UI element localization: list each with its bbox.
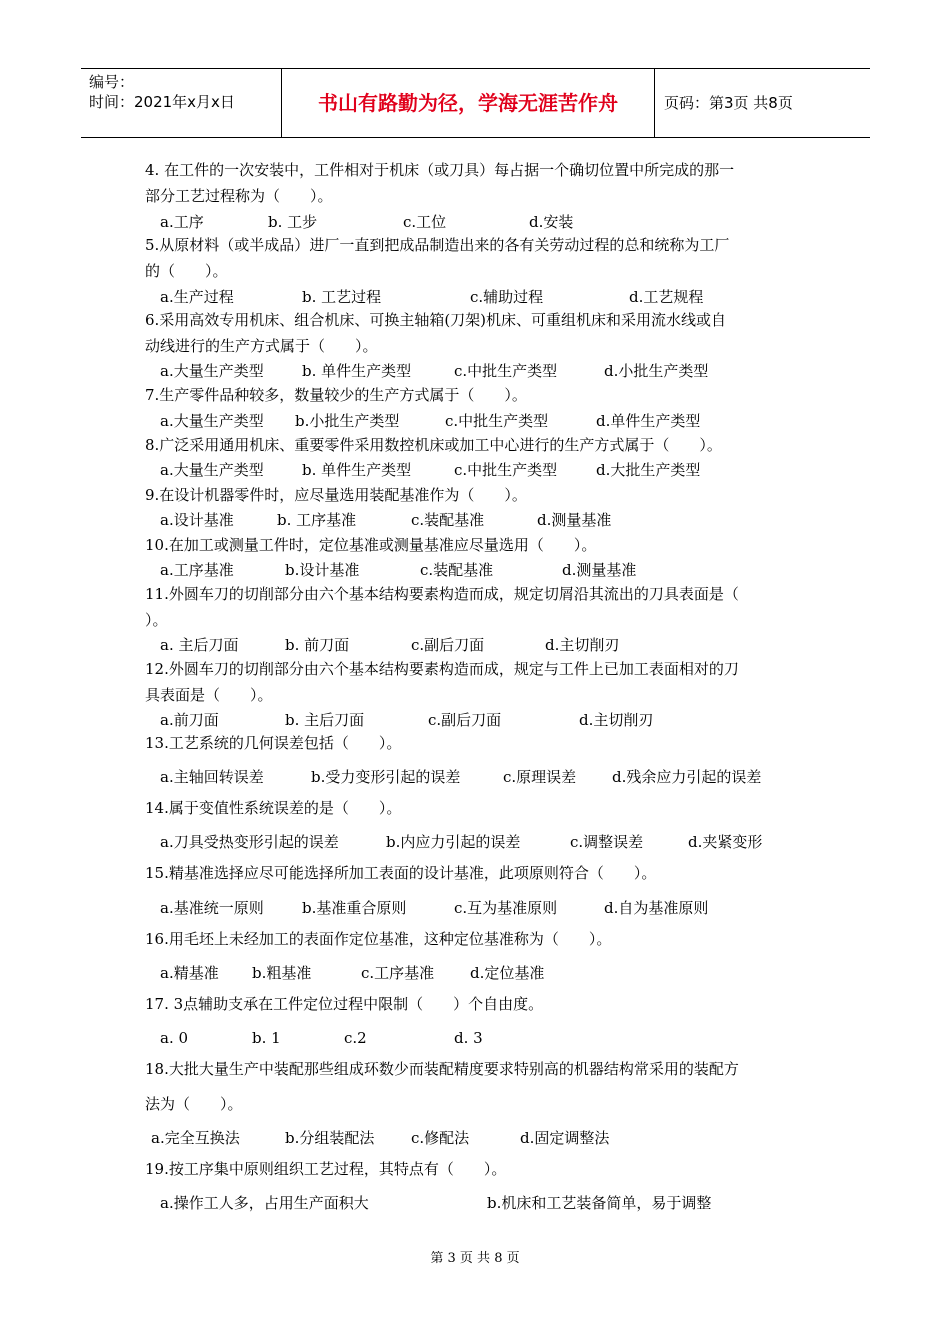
answer-option: d. 3 [454,1029,483,1047]
question-text: 的（ ）。 [145,262,228,280]
answer-option: a.大量生产类型 [160,362,264,380]
question-text: 17. 3点辅助支承在工件定位过程中限制（ ）个自由度。 [145,995,544,1013]
question-text: 法为（ ）。 [145,1095,243,1113]
answer-option: a. 主后刀面 [160,636,239,654]
question-text: 10.在加工或测量工件时，定位基准或测量基准应尽量选用（ ）。 [145,536,597,554]
answer-option: b.粗基准 [252,964,312,982]
header-meta [81,69,281,137]
answer-option: d.测量基准 [537,511,612,529]
question-text: 7.生产零件品种较多，数量较少的生产方式属于（ ）。 [145,386,527,404]
answer-option: a.精基准 [160,964,219,982]
answer-option: b.机床和工艺装备简单，易于调整 [487,1194,712,1212]
answer-option: b.受力变形引起的误差 [311,768,461,786]
answer-option: b.分组装配法 [285,1129,375,1147]
header-motto: 书山有路勤为径，学海无涯苦作舟 [318,91,618,115]
answer-option: c.装配基准 [420,561,494,579]
answer-option: d.固定调整法 [520,1129,610,1147]
question-text: 13.工艺系统的几何误差包括（ ）。 [145,734,402,752]
answer-option: d.小批生产类型 [604,362,709,380]
answer-option: c.原理误差 [503,768,577,786]
answer-option: a.基准统一原则 [160,899,264,917]
question-text: 6.采用高效专用机床、组合机床、可换主轴箱(刀架)机床、可重组机床和采用流水线或自 [145,311,727,329]
answer-option: a.刀具受热变形引起的误差 [160,833,339,851]
header-page-info: 页码：第3页 共8页 [664,94,793,112]
answer-option: c.装配基准 [411,511,485,529]
answer-option: d.安装 [529,213,574,231]
question-text: 部分工艺过程称为（ ）。 [145,187,333,205]
answer-option: b. 工步 [268,213,318,231]
answer-option: c.中批生产类型 [445,412,549,430]
answer-option: a.大量生产类型 [160,461,264,479]
question-text: 5.从原材料（或半成品）进厂一直到把成品制造出来的各有关劳动过程的总和统称为工厂 [145,236,730,254]
question-text: 12.外圆车刀的切削部分由六个基本结构要素构造而成，规定与工件上已加工表面相对的刀 [145,660,739,678]
answer-option: c.2 [344,1029,367,1047]
answer-option: a.操作工人多，占用生产面积大 [160,1194,369,1212]
answer-option: a.工序 [160,213,204,231]
answer-option: b. 工序基准 [277,511,357,529]
answer-option: a. 0 [160,1029,189,1047]
answer-option: d.主切削刃 [579,711,654,729]
question-text: 具表面是（ ）。 [145,686,273,704]
answer-option: c.互为基准原则 [454,899,558,917]
answer-option: c.调整误差 [570,833,644,851]
answer-option: b.内应力引起的误差 [386,833,521,851]
answer-option: b. 主后刀面 [285,711,365,729]
answer-option: a.前刀面 [160,711,219,729]
question-text: ）。 [145,611,168,629]
answer-option: d.自为基准原则 [604,899,709,917]
answer-option: c.辅助过程 [470,288,544,306]
header-divider [654,69,655,137]
answer-option: d.残余应力引起的误差 [612,768,762,786]
answer-option: b.基准重合原则 [302,899,407,917]
answer-option: c.修配法 [411,1129,470,1147]
answer-option: a.生产过程 [160,288,234,306]
answer-option: b. 单件生产类型 [302,461,412,479]
answer-option: d.大批生产类型 [596,461,701,479]
question-text: 19.按工序集中原则组织工艺过程，其特点有（ ）。 [145,1160,507,1178]
answer-option: b. 1 [252,1029,281,1047]
answer-option: d.单件生产类型 [596,412,701,430]
answer-option: c.工序基准 [361,964,435,982]
answer-option: c.副后刀面 [428,711,502,729]
question-text: 动线进行的生产方式属于（ ）。 [145,337,378,355]
answer-option: c.工位 [403,213,447,231]
answer-option: d.定位基准 [470,964,545,982]
answer-option: a.主轴回转误差 [160,768,264,786]
answer-option: d.夹紧变形 [688,833,763,851]
question-text: 4. 在工件的一次安装中，工件相对于机床（或刀具）每占据一个确切位置中所完成的那一 [145,161,735,179]
question-text: 14.属于变值性系统误差的是（ ）。 [145,799,402,817]
question-text: 15.精基准选择应尽可能选择所加工表面的设计基准，此项原则符合（ ）。 [145,864,657,882]
answer-option: c.中批生产类型 [454,362,558,380]
code-label: 编号： [89,73,135,91]
page-header [81,68,870,138]
date-label: 时间：2021年x月x日 [89,93,235,111]
question-text: 18.大批大量生产中装配那些组成环数少而装配精度要求特别高的机器结构常采用的装配方 [145,1060,739,1078]
answer-option: c.副后刀面 [411,636,485,654]
answer-option: b. 前刀面 [285,636,350,654]
answer-option: c.中批生产类型 [454,461,558,479]
answer-option: d.工艺规程 [629,288,704,306]
page-footer: 第 3 页 共 8 页 [430,1251,520,1266]
answer-option: a.设计基准 [160,511,234,529]
question-text: 11.外圆车刀的切削部分由六个基本结构要素构造而成，规定切屑沿其流出的刀具表面是（ [145,585,739,603]
answer-option: a.完全互换法 [151,1129,240,1147]
answer-option: b.小批生产类型 [295,412,400,430]
answer-option: b.设计基准 [285,561,360,579]
question-text: 9.在设计机器零件时，应尽量选用装配基准作为（ ）。 [145,486,527,504]
answer-option: b. 工艺过程 [302,288,382,306]
question-text: 8.广泛采用通用机床、重要零件采用数控机床或加工中心进行的生产方式属于（ ）。 [145,436,722,454]
answer-option: a.工序基准 [160,561,234,579]
answer-option: a.大量生产类型 [160,412,264,430]
answer-option: d.测量基准 [562,561,637,579]
answer-option: d.主切削刃 [545,636,620,654]
question-text: 16.用毛坯上未经加工的表面作定位基准，这种定位基准称为（ ）。 [145,930,612,948]
answer-option: b. 单件生产类型 [302,362,412,380]
